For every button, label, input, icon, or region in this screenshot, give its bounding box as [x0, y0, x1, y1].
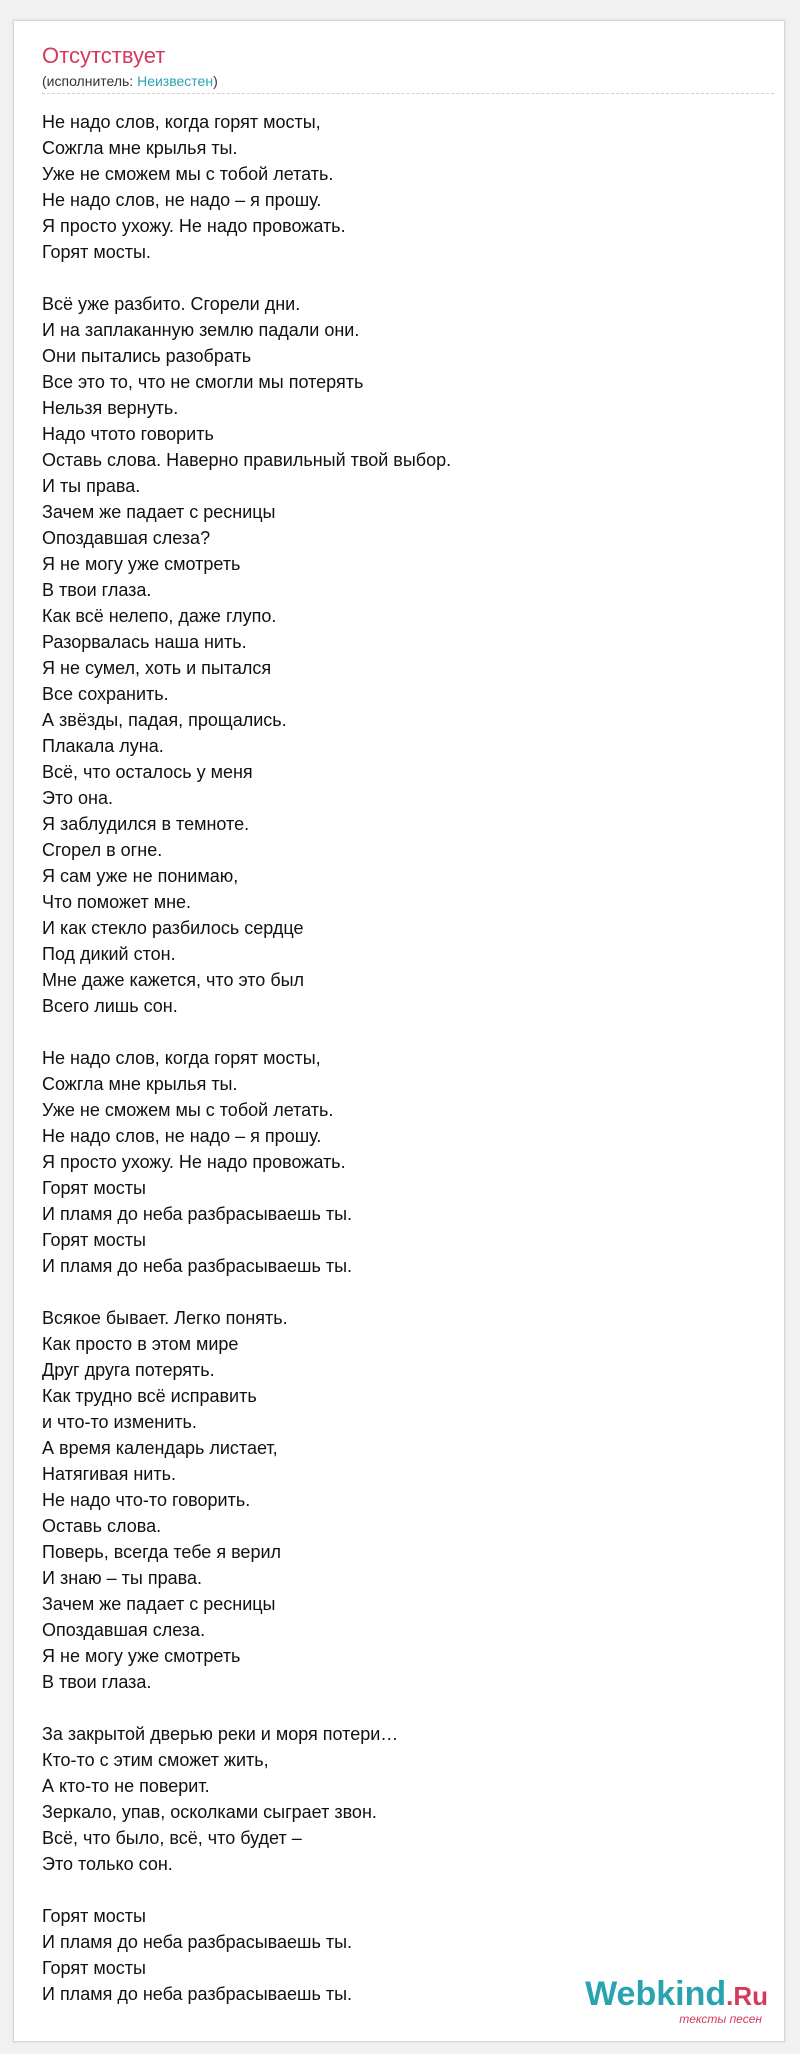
lyric-line: А звёзды, падая, прощались. [42, 710, 287, 730]
lyric-line: И ты права. [42, 476, 141, 496]
lyric-line: А время календарь листает, [42, 1438, 278, 1458]
lyric-line: Оставь слова. [42, 1516, 162, 1536]
lyric-line: Как просто в этом мире [42, 1334, 239, 1354]
lyric-line: Зачем же падает с ресницы [42, 1594, 276, 1614]
lyric-line: И пламя до неба разбрасываешь ты. [42, 1256, 353, 1276]
lyric-line: Горят мосты [42, 1230, 146, 1250]
lyric-line: Кто-то с этим сможет жить, [42, 1750, 269, 1770]
lyric-line: И пламя до неба разбрасываешь ты. [42, 1932, 353, 1952]
artist-suffix: ) [213, 73, 218, 89]
lyric-line: Они пытались разобрать [42, 346, 252, 366]
lyric-line: Всякое бывает. Легко понять. [42, 1308, 288, 1328]
lyric-line: Всё уже разбито. Сгорели дни. [42, 294, 301, 314]
logo-ru: .Ru [726, 1981, 768, 2011]
lyric-line: Я сам уже не понимаю, [42, 866, 239, 886]
lyric-line: Сожгла мне крылья ты. [42, 1074, 238, 1094]
artist-prefix: (исполнитель: [42, 73, 138, 89]
lyric-line: Зачем же падает с ресницы [42, 502, 276, 522]
lyric-line: Не надо слов, не надо – я прошу. [42, 1126, 322, 1146]
lyric-line: Уже не сможем мы с тобой летать. [42, 164, 334, 184]
lyric-line: Я не могу уже смотреть [42, 554, 241, 574]
lyric-line: Плакала луна. [42, 736, 164, 756]
lyric-line: И как стекло разбилось сердце [42, 918, 304, 938]
header-divider [42, 93, 774, 94]
lyrics-body [42, 109, 762, 2007]
lyric-line: Зеркало, упав, осколками сыграет звон. [42, 1802, 377, 1822]
lyric-line: Как трудно всё исправить [42, 1386, 257, 1406]
artist-line [42, 73, 218, 89]
lyric-line: Я просто ухожу. Не надо провожать. [42, 216, 346, 236]
lyric-line: Поверь, всегда тебе я верил [42, 1542, 282, 1562]
lyric-line: Это она. [42, 788, 113, 808]
lyric-line: Всё, что осталось у меня [42, 762, 253, 782]
lyric-line: А кто-то не поверит. [42, 1776, 210, 1796]
lyric-line: и что-то изменить. [42, 1412, 197, 1432]
stanza-gap [42, 265, 762, 291]
lyric-line: Я не могу уже смотреть [42, 1646, 241, 1666]
lyric-line: Под дикий стон. [42, 944, 176, 964]
lyric-line: Не надо что-то говорить. [42, 1490, 251, 1510]
artist-link[interactable]: Неизвестен [137, 73, 214, 89]
lyric-line: Я просто ухожу. Не надо провожать. [42, 1152, 346, 1172]
lyric-line: Разорвалась наша нить. [42, 632, 247, 652]
lyric-line: Опоздавшая слеза. [42, 1620, 206, 1640]
lyric-line: И пламя до неба разбрасываешь ты. [42, 1984, 353, 2004]
lyric-line: И пламя до неба разбрасываешь ты. [42, 1204, 353, 1224]
lyrics-card [13, 20, 785, 2042]
lyric-line: Что поможет мне. [42, 892, 192, 912]
lyric-line: Опоздавшая слеза? [42, 528, 211, 548]
lyric-line: И на заплаканную землю падали они. [42, 320, 360, 340]
lyric-line: Я не сумел, хоть и пытался [42, 658, 272, 678]
logo-web: Webkind [585, 1975, 727, 2013]
lyric-line: Нельзя вернуть. [42, 398, 179, 418]
lyric-line: Я заблудился в темноте. [42, 814, 250, 834]
lyric-line: Не надо слов, когда горят мосты, [42, 112, 321, 132]
stanza-gap [42, 1877, 762, 1903]
lyric-line: Сгорел в огне. [42, 840, 163, 860]
logo-wordmark [568, 1974, 768, 2016]
stanza-gap [42, 1019, 762, 1045]
lyric-line: И знаю – ты права. [42, 1568, 202, 1588]
lyric-line: Как всё нелепо, даже глупо. [42, 606, 277, 626]
lyric-line: Это только сон. [42, 1854, 173, 1874]
logo-subtitle: тексты песен [679, 2012, 762, 2026]
lyric-line: Уже не сможем мы с тобой летать. [42, 1100, 334, 1120]
lyric-line: Горят мосты. [42, 242, 151, 262]
lyric-line: Надо чтото говорить [42, 424, 214, 444]
lyric-line: Всего лишь сон. [42, 996, 178, 1016]
lyric-line: Все это то, что не смогли мы потерять [42, 372, 364, 392]
lyric-line: В твои глаза. [42, 580, 152, 600]
lyric-line: Сожгла мне крылья ты. [42, 138, 238, 158]
lyric-line: Натягивая нить. [42, 1464, 176, 1484]
lyric-line: Все сохранить. [42, 684, 169, 704]
lyric-line: Всё, что было, всё, что будет – [42, 1828, 302, 1848]
stanza-gap [42, 1279, 762, 1305]
lyric-line: Не надо слов, не надо – я прошу. [42, 190, 322, 210]
lyric-line: Друг друга потерять. [42, 1360, 215, 1380]
webkind-logo[interactable] [568, 1974, 768, 2034]
lyric-line: Оставь слова. Наверно правильный твой выбор. [42, 450, 452, 470]
stanza-gap [42, 1695, 762, 1721]
lyric-line: Горят мосты [42, 1906, 146, 1926]
lyric-line: Мне даже кажется, что это был [42, 970, 305, 990]
lyric-line: В твои глаза. [42, 1672, 152, 1692]
song-title: Отсутствует [42, 43, 166, 68]
lyric-line: Горят мосты [42, 1178, 146, 1198]
lyric-line: За закрытой дверью реки и моря потери… [42, 1724, 399, 1744]
lyric-line: Не надо слов, когда горят мосты, [42, 1048, 321, 1068]
lyric-line: Горят мосты [42, 1958, 146, 1978]
